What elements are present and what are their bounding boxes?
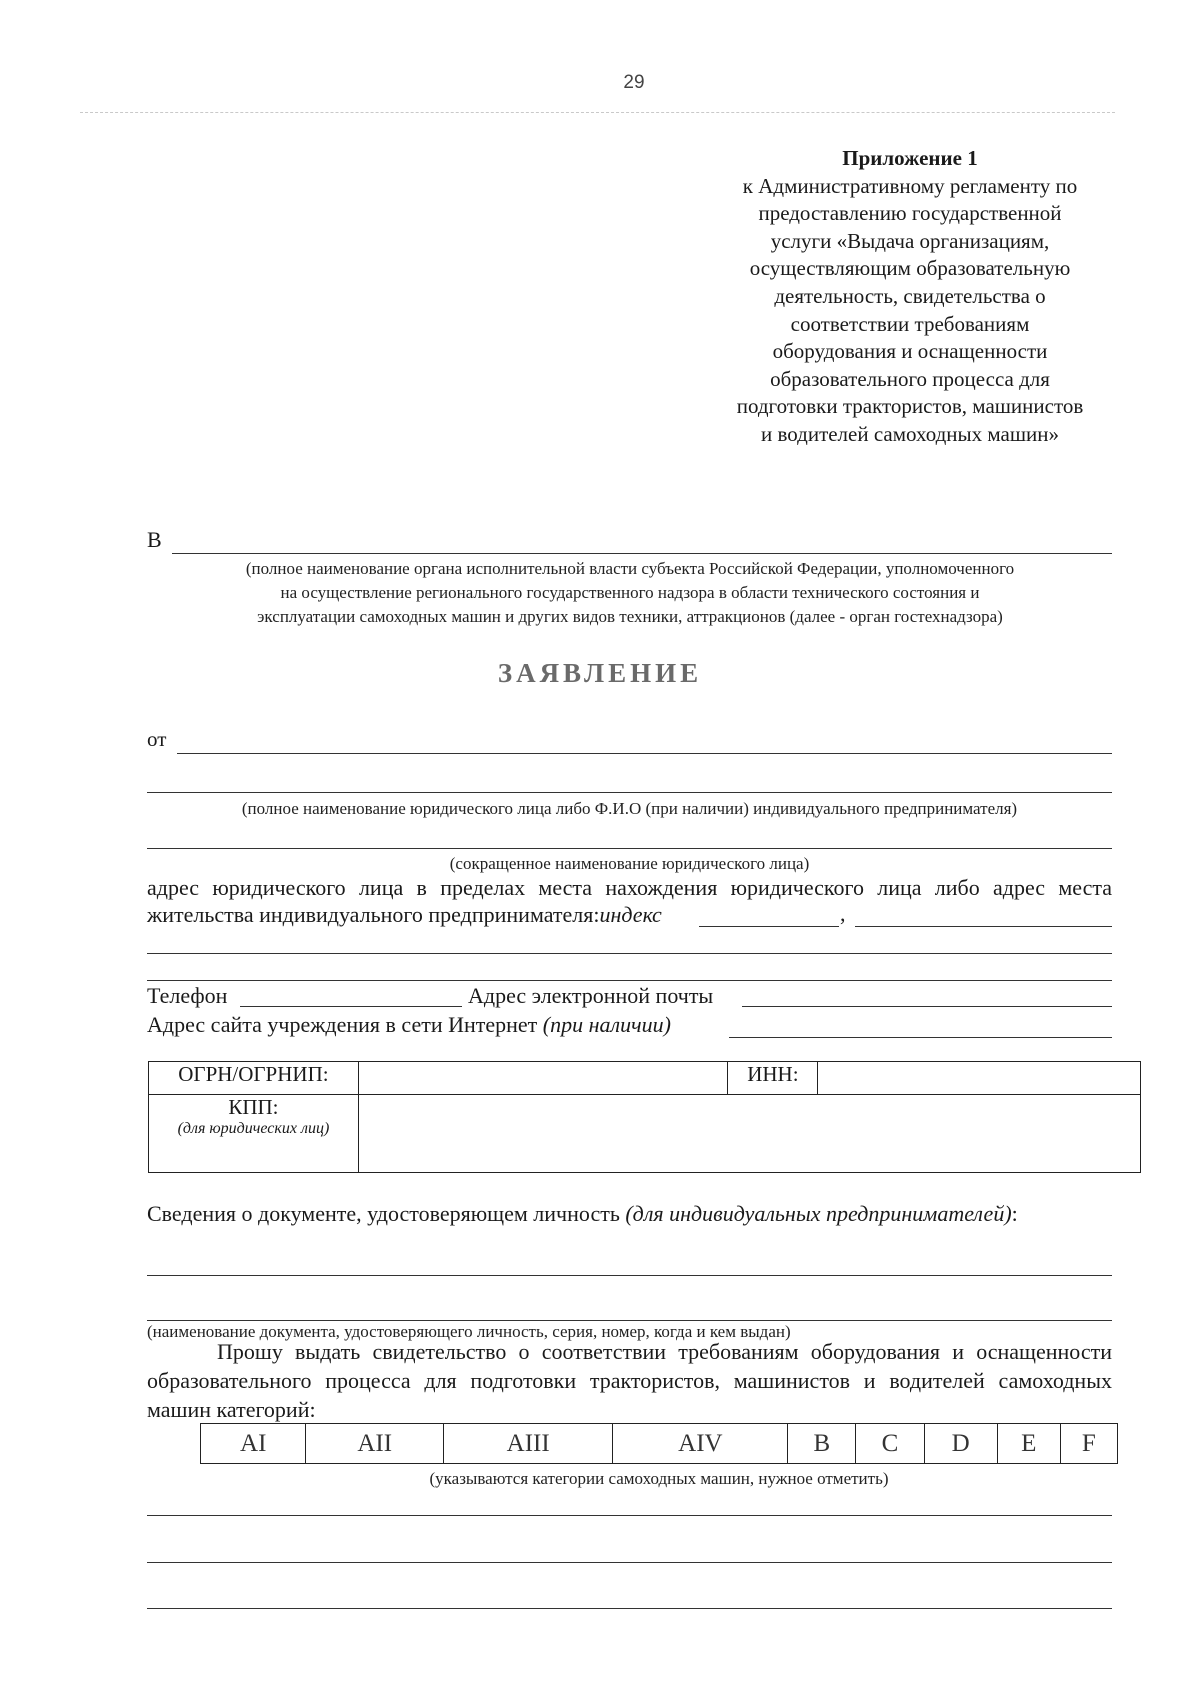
categories-caption: (указываются категории самоходных машин, нужное отметить) xyxy=(429,1469,889,1488)
index-label: индекс xyxy=(599,902,662,927)
identity-document-field-line-2[interactable] xyxy=(147,1320,1112,1321)
appendix-title: Приложение 1 xyxy=(842,146,978,170)
notes-field-line-3[interactable] xyxy=(147,1608,1112,1609)
address-field[interactable] xyxy=(855,926,1112,927)
website-line xyxy=(147,1012,671,1038)
caption-line: эксплуатации самоходных машин и других видов техники, аттракционов (далее - орган гостехнадзора) xyxy=(257,607,1003,626)
identity-document-heading xyxy=(147,1201,1018,1227)
phone-field[interactable] xyxy=(240,1006,462,1007)
identity-heading-colon: : xyxy=(1011,1201,1018,1226)
applicant-name-field-continued[interactable] xyxy=(147,792,1112,793)
notes-field-line-2[interactable] xyxy=(147,1562,1112,1563)
to-label: В xyxy=(147,527,162,552)
address-comma: , xyxy=(840,901,846,926)
kpp-label-cell xyxy=(149,1095,359,1173)
identity-document-caption: (наименование документа, удостоверяющего личность, серия, номер, когда и кем выдан) xyxy=(147,1322,791,1341)
category-cell[interactable]: AI xyxy=(201,1424,306,1464)
short-name-caption: (сокращенное наименование юридического лица) xyxy=(449,854,810,873)
appendix-line: предоставлению государственной xyxy=(758,201,1062,226)
appendix-line: услуги «Выдача организациям, xyxy=(770,228,1050,253)
categories-table xyxy=(200,1423,1118,1464)
document-title: ЗАЯВЛЕНИЕ xyxy=(497,658,703,688)
registration-table xyxy=(148,1061,1141,1173)
email-field[interactable] xyxy=(742,1006,1112,1007)
appendix-line: и водителей самоходных машин» xyxy=(760,421,1060,446)
notes-field-line-1[interactable] xyxy=(147,1515,1112,1516)
appendix-line: осуществляющим образовательную xyxy=(749,256,1071,281)
request-paragraph: Прошу выдать свидетельство о соответствии требованиям оборудования и оснащенности образовательного процесса для подготовки трактористов, машинистов и водителей самоходных машин категорий: xyxy=(147,1339,1112,1422)
category-cell[interactable]: F xyxy=(1060,1424,1117,1464)
inn-label: ИНН: xyxy=(728,1062,818,1095)
kpp-label: КПП: xyxy=(228,1095,279,1119)
from-label: от xyxy=(147,727,167,751)
address-field-line-3[interactable] xyxy=(147,980,1112,981)
address-text xyxy=(147,874,1112,928)
appendix-header xyxy=(690,145,1130,449)
category-cell[interactable]: B xyxy=(788,1424,856,1464)
identity-document-field[interactable] xyxy=(147,1275,1112,1276)
kpp-note: (для юридических лиц) xyxy=(177,1120,330,1137)
appendix-line: деятельность, свидетельства о xyxy=(774,283,1046,308)
to-authority-field[interactable] xyxy=(172,553,1112,554)
category-cell[interactable]: AII xyxy=(306,1424,444,1464)
appendix-line: подготовки трактористов, машинистов xyxy=(736,394,1084,419)
ogrn-label: ОГРН/ОГРНИП: xyxy=(149,1062,359,1095)
email-label: Адрес электронной почты xyxy=(468,983,714,1008)
category-cell[interactable]: E xyxy=(997,1424,1060,1464)
full-name-caption: (полное наименование юридического лица либо Ф.И.О (при наличии) индивидуального предпринимателя) xyxy=(241,799,1018,818)
phone-label: Телефон xyxy=(147,983,228,1008)
identity-heading-text: Сведения о документе, удостоверяющем личность xyxy=(147,1201,620,1226)
website-label: Адрес сайта учреждения в сети Интернет xyxy=(147,1012,538,1037)
website-note: (при наличии) xyxy=(542,1012,671,1037)
category-cell[interactable]: AIII xyxy=(443,1424,613,1464)
address-label: адрес юридического лица в пределах места нахождения юридического лица либо адрес места жительства индивидуального предпринимателя: xyxy=(147,875,1112,927)
website-field[interactable] xyxy=(729,1037,1112,1038)
inn-input-cell[interactable] xyxy=(818,1062,1141,1095)
appendix-line: оборудования и оснащенности xyxy=(772,339,1048,364)
caption-line: (полное наименование органа исполнительной власти субъекта Российской Федерации, уполномоченного xyxy=(245,559,1015,578)
kpp-input-cell[interactable] xyxy=(358,1095,1140,1173)
applicant-name-field[interactable] xyxy=(177,753,1112,754)
short-name-field[interactable] xyxy=(147,848,1112,849)
request-text xyxy=(147,1337,1112,1424)
page-number: 29 xyxy=(623,72,645,93)
caption-line: на осуществление регионального государственного надзора в области технического состояния и xyxy=(280,583,980,602)
to-authority-caption xyxy=(150,557,1110,629)
appendix-line: образовательного процесса для xyxy=(770,366,1050,391)
ogrn-input-cell[interactable] xyxy=(358,1062,728,1095)
index-field[interactable] xyxy=(699,926,839,927)
address-field-line-2[interactable] xyxy=(147,953,1112,954)
identity-heading-note: (для индивидуальных предпринимателей) xyxy=(625,1201,1012,1226)
appendix-line: к Административному регламенту по xyxy=(742,173,1078,198)
category-cell[interactable]: AIV xyxy=(613,1424,788,1464)
category-cell[interactable]: C xyxy=(856,1424,924,1464)
appendix-line: соответствии требованиям xyxy=(790,311,1030,336)
category-cell[interactable]: D xyxy=(924,1424,997,1464)
scan-artifact-line xyxy=(80,112,1115,113)
